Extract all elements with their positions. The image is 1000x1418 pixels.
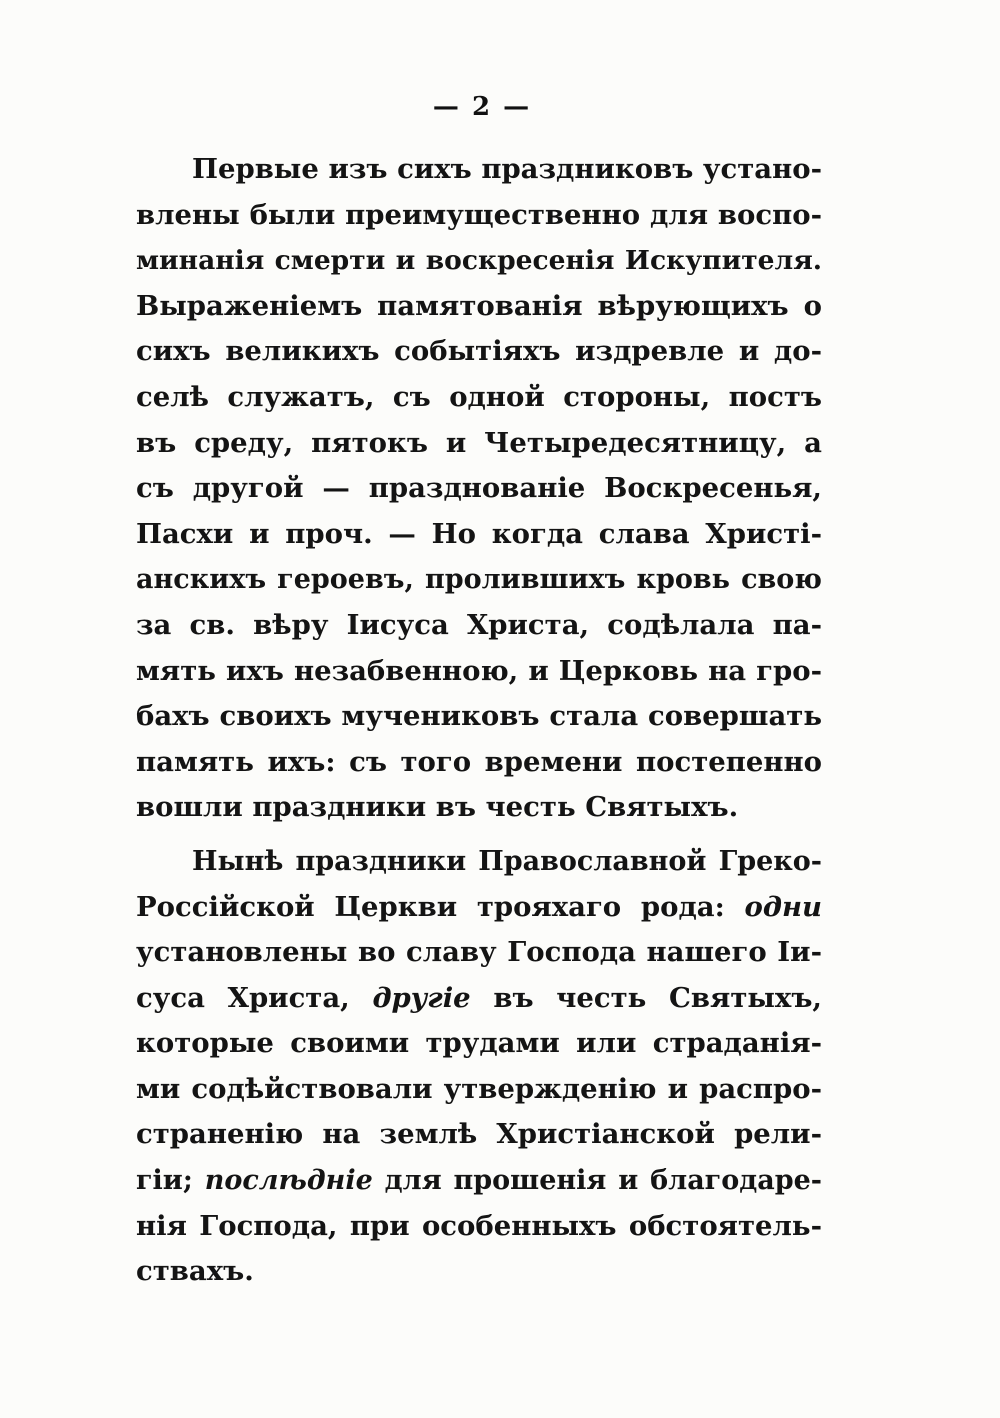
- emphasized-word: другіе: [372, 981, 471, 1014]
- text-run: для прошенія и благодаре-: [372, 1165, 822, 1197]
- text-line: ствахъ.: [136, 1255, 254, 1288]
- text-line: Первые изъ сихъ праздниковъ устано-: [192, 153, 822, 185]
- emphasized-word: одни: [744, 890, 822, 923]
- text-line: ми содѣйствовали утвержденію и распро-: [136, 1072, 822, 1105]
- paragraph-gap: [136, 831, 822, 839]
- text-line: сихъ великихъ событіяхъ издревле и до-: [136, 335, 822, 368]
- text-line: которые своими трудами или страданія-: [136, 1027, 822, 1060]
- text-line: анскихъ героевъ, пролившихъ кровь свою: [136, 564, 822, 596]
- text-line: минанія смерти и воскресенія Искупителя.: [136, 245, 822, 277]
- text-line: съ другой — празднованіе Воскресенья,: [136, 472, 822, 505]
- text-run: Россійской Церкви трояхаго рода:: [136, 890, 745, 923]
- text-run: въ честь Святыхъ,: [470, 981, 822, 1014]
- text-line: бахъ своихъ мучениковъ стала совершать: [136, 700, 822, 733]
- text-line: селѣ служатъ, съ одной стороны, постъ: [136, 380, 822, 413]
- text-line: за св. вѣру Іисуса Христа, содѣлала па-: [136, 608, 822, 641]
- text-line: Пасхи и проч. — Но когда слава Христі-: [136, 517, 822, 550]
- text-line: страненію на землѣ Христіанской рели-: [136, 1118, 822, 1151]
- text-line: установлены во славу Господа нашего Іи-: [136, 936, 822, 969]
- text-line: память ихъ: съ того времени постепенно: [136, 745, 822, 778]
- text-line: [136, 976, 822, 1022]
- text-run: гіи;: [136, 1165, 205, 1197]
- text-line: въ среду, пятокъ и Четыредесятницу, а: [136, 426, 822, 459]
- text-line: [136, 885, 822, 931]
- text-line: [136, 1158, 822, 1204]
- text-line: вошли праздники въ честь Святыхъ.: [136, 791, 739, 824]
- text-run: суса Христа,: [136, 981, 373, 1014]
- text-line: мять ихъ незабвенною, и Церковь на гро-: [136, 654, 822, 687]
- text-line: Выраженіемъ памятованія вѣрующихъ о: [136, 289, 822, 322]
- emphasized-word: послѣдніе: [204, 1165, 373, 1197]
- text-line: нія Господа, при особенныхъ обстоятель-: [136, 1209, 822, 1242]
- text-line: влены были преимущественно для воспо-: [136, 198, 822, 231]
- text-line: Нынѣ праздники Православной Греко-: [192, 845, 822, 877]
- body-text: [136, 147, 822, 1295]
- page-number: — 2 —: [432, 92, 532, 122]
